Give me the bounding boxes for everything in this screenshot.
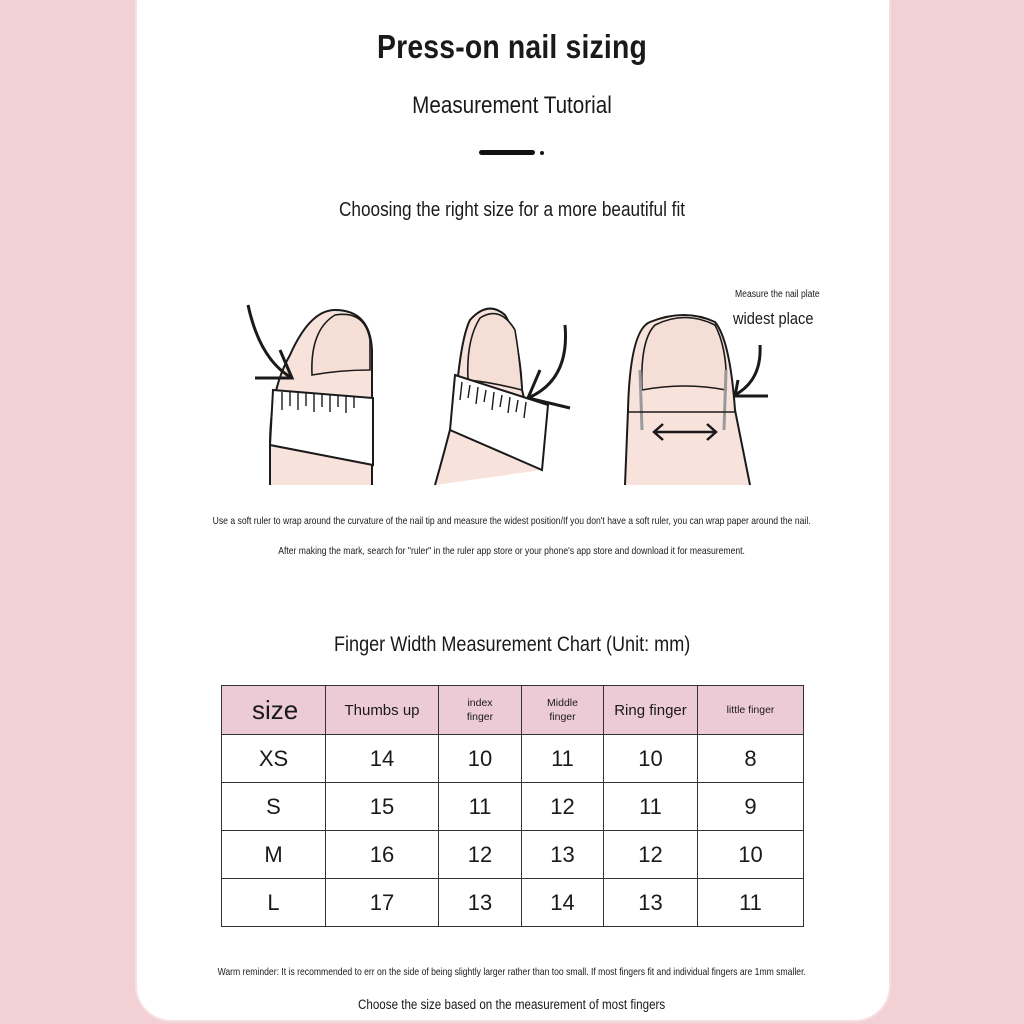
- table-cell: 13: [522, 831, 604, 879]
- header-size: size: [222, 686, 326, 735]
- table-header-row: [222, 686, 804, 735]
- table-cell: 10: [604, 735, 698, 783]
- warm-reminder: Warm reminder: It is recommended to err on the side of being slightly larger rather than too small. If most fingers fit and individual fingers are 1mm smaller.: [217, 966, 807, 978]
- footer-note: Choose the size based on the measurement of most fingers: [358, 997, 666, 1012]
- measurement-illustration: [230, 270, 830, 495]
- measure-note-small: Measure the nail plate: [735, 289, 820, 300]
- title-divider: [479, 150, 535, 155]
- instruction-line-1: Use a soft ruler to wrap around the curvature of the nail tip and measure the widest position/If you don't have a soft ruler, you can wrap paper around the nail.: [212, 515, 811, 527]
- header-thumb: Thumbs up: [326, 686, 439, 735]
- chart-title: Finger Width Measurement Chart (Unit: mm): [333, 633, 691, 656]
- table-cell: 10: [439, 735, 522, 783]
- table-cell: 11: [698, 879, 804, 927]
- table-cell: 11: [439, 783, 522, 831]
- table-row: [222, 831, 804, 879]
- table-cell: 16: [326, 831, 439, 879]
- table-cell: 11: [522, 735, 604, 783]
- size-label: M: [222, 831, 326, 879]
- page-subtitle: Measurement Tutorial: [412, 92, 612, 119]
- header-little-finger: little finger: [698, 686, 804, 735]
- page-title: Press-on nail sizing: [377, 28, 647, 65]
- table-cell: 9: [698, 783, 804, 831]
- table-cell: 12: [439, 831, 522, 879]
- nail-width-illustration: [625, 315, 768, 485]
- finger-ruler-wrap-illustration: [248, 305, 373, 485]
- divider-dot: [540, 151, 544, 155]
- table-row: [222, 879, 804, 927]
- instruction-line-2: After making the mark, search for "ruler" in the ruler app store or your phone's app store and download it for measurement.: [278, 545, 746, 557]
- size-label: L: [222, 879, 326, 927]
- header-middle-finger: Middle finger: [522, 686, 604, 735]
- table-cell: 12: [604, 831, 698, 879]
- size-chart-table: [221, 685, 804, 927]
- table-cell: 8: [698, 735, 804, 783]
- table-row: [222, 735, 804, 783]
- header-ring-finger: Ring finger: [604, 686, 698, 735]
- table-cell: 11: [604, 783, 698, 831]
- measure-note-widest: widest place: [733, 309, 814, 328]
- size-label: S: [222, 783, 326, 831]
- table-row: [222, 783, 804, 831]
- table-cell: 10: [698, 831, 804, 879]
- table-cell: 13: [604, 879, 698, 927]
- header-index-finger: index finger: [439, 686, 522, 735]
- table-cell: 17: [326, 879, 439, 927]
- table-cell: 14: [522, 879, 604, 927]
- tilted-finger-ruler-illustration: [435, 309, 570, 485]
- table-cell: 12: [522, 783, 604, 831]
- table-cell: 13: [439, 879, 522, 927]
- table-cell: 15: [326, 783, 439, 831]
- table-cell: 14: [326, 735, 439, 783]
- size-label: XS: [222, 735, 326, 783]
- tagline: Choosing the right size for a more beautiful fit: [338, 199, 686, 221]
